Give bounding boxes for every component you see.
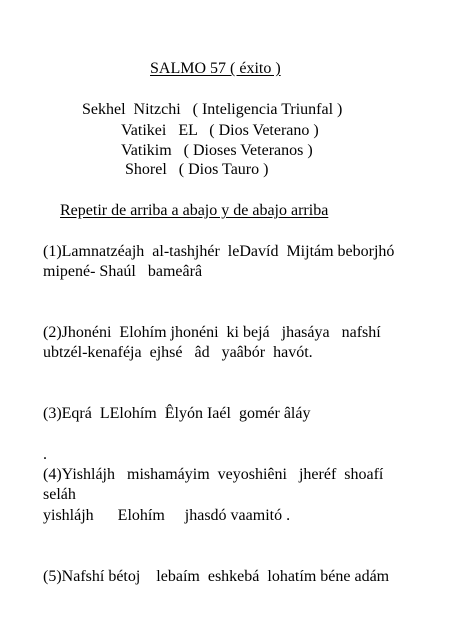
verse-1-line-2: mipené- Shaúl bameârâ [43, 263, 203, 280]
divine-name-line-3: Vatikim ( Dioses Veteranos ) [121, 142, 313, 159]
verse-3-line-1: (3)Eqrá LElohím Êlyón Iaél gomér âláy [43, 405, 311, 422]
verse-4-line-2: seláh [43, 486, 76, 503]
psalm-title: SALMO 57 ( éxito ) [150, 60, 281, 77]
verse-4-line-3: yishlájh Elohím jhasdó vaamitó . [43, 507, 291, 524]
separator-dot: . [43, 446, 47, 463]
divine-name-line-4: Shorel ( Dios Tauro ) [125, 161, 269, 178]
verse-5-line-1: (5)Nafshí bétoj lebaím eshkebá lohatím béne adám [43, 568, 390, 585]
repeat-instruction: Repetir de arriba a abajo y de abajo arriba [60, 202, 329, 219]
divine-name-line-2: Vatikei EL ( Dios Veterano ) [121, 122, 319, 139]
verse-4-line-1: (4)Yishlájh mishamáyim veyoshiêni jheréf shoafí [43, 466, 384, 483]
divine-name-line-1: Sekhel Nitzchi ( Inteligencia Triunfal ) [82, 101, 343, 118]
verse-2-line-1: (2)Jhonéni Elohím jhonéni ki bejá jhasáya nafshí [43, 324, 381, 341]
verse-1-line-1: (1)Lamnatzéajh al-tashjhér leDavíd Mijtám beborjhó [43, 243, 395, 260]
verse-2-line-2: ubtzél-kenaféja ejhsé âd yaâbór havót. [43, 344, 313, 361]
